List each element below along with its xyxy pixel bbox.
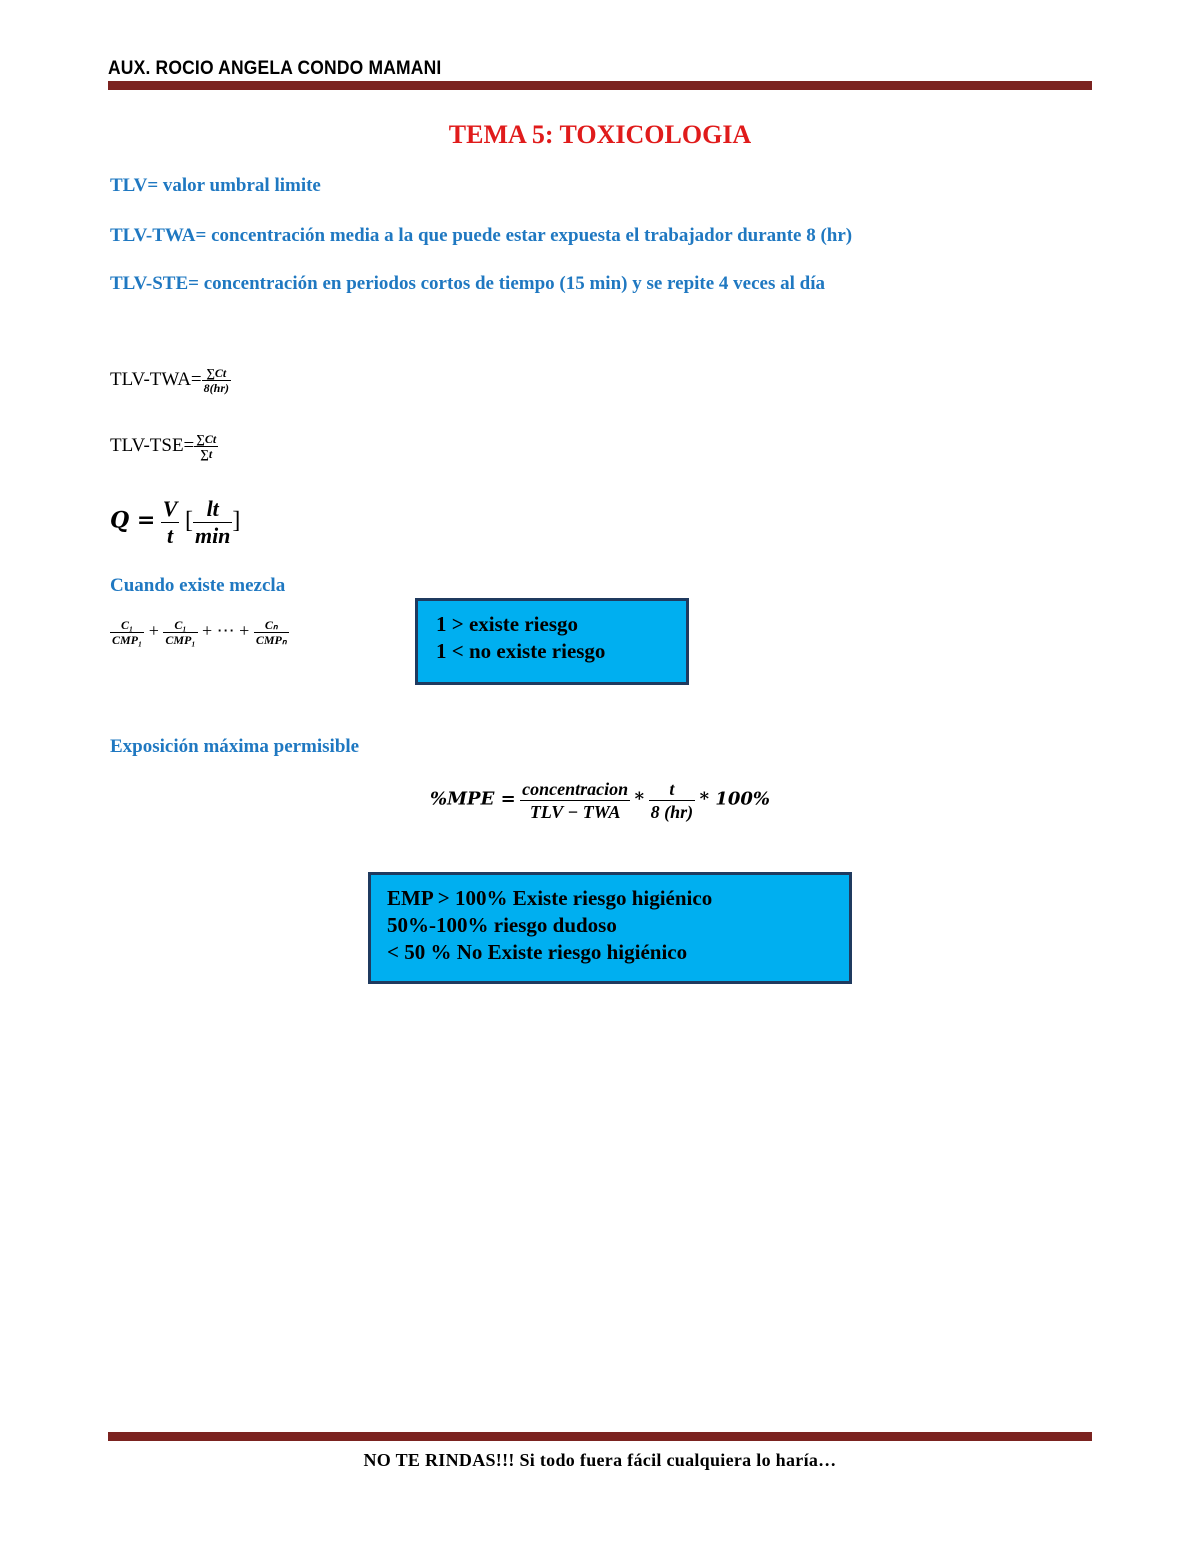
numerator: V	[162, 496, 178, 521]
risk-line: 50%-100% riesgo dudoso	[387, 913, 617, 937]
risk-line: < 50 % No Existe riesgo higiénico	[387, 940, 688, 964]
risk-line: 1 > existe riesgo	[436, 612, 579, 636]
numerator: ∑Ct	[202, 366, 231, 381]
denominator: CMP₁	[165, 633, 196, 647]
mixture-heading: Cuando existe mezcla	[110, 575, 286, 596]
mpe-risk-box	[368, 872, 852, 984]
numerator: t	[649, 778, 696, 801]
denominator: 8 (hr)	[650, 802, 694, 822]
denominator: 8(hr)	[203, 381, 229, 395]
plus-sign: +	[148, 620, 159, 641]
numerator: C₁	[163, 618, 197, 633]
formula-flow-rate	[110, 496, 240, 549]
denominator: ∑t	[200, 447, 213, 461]
denominator: TLV − TWA	[529, 802, 621, 822]
denominator: CMP₁	[112, 633, 143, 647]
numerator: Cₙ	[254, 618, 289, 633]
fraction	[520, 778, 630, 823]
formula-lhs: Q =	[110, 507, 156, 534]
header-author: AUX. ROCIO ANGELA CONDO MAMANI	[108, 58, 442, 79]
fraction	[202, 366, 231, 395]
fraction	[110, 618, 144, 647]
formula-mixture	[110, 618, 289, 647]
formula-tlv-tse	[110, 432, 218, 461]
formula-mpe	[0, 778, 1200, 823]
mixture-risk-box	[415, 598, 689, 685]
fraction	[161, 496, 180, 549]
formula-tail: * 100%	[699, 788, 770, 810]
footer-motto: NO TE RINDAS!!! Si todo fuera fácil cualquiera lo haría…	[363, 1450, 837, 1470]
ellipsis-sum: + ⋯ +	[202, 620, 250, 641]
page-title: TEMA 5: TOXICOLOGIA	[448, 120, 752, 149]
numerator: concentracion	[522, 779, 629, 799]
footer-rule	[108, 1432, 1092, 1441]
risk-line: EMP > 100% Existe riesgo higiénico	[387, 886, 713, 910]
fraction	[649, 778, 696, 823]
fraction	[254, 618, 289, 647]
numerator: C₁	[110, 618, 144, 633]
denominator: min	[194, 523, 231, 548]
definition-tlv-ste: TLV-STE= concentración en periodos cortos de tiempo (15 min) y se repite 4 veces al día	[110, 273, 825, 294]
denominator: t	[167, 523, 174, 548]
mpe-heading: Exposición máxima permisible	[110, 736, 360, 757]
numerator: ∑Ct	[196, 432, 217, 446]
fraction	[163, 618, 197, 647]
risk-line: 1 < no existe riesgo	[436, 639, 606, 663]
definition-tlv: TLV= valor umbral limite	[110, 175, 321, 196]
multiply-sign: *	[634, 788, 645, 810]
denominator: CMPₙ	[255, 633, 287, 647]
bracket-open: [	[184, 507, 193, 534]
bracket-close: ]	[232, 507, 241, 534]
formula-label: TLV-TWA=	[110, 368, 202, 390]
formula-lhs: %MPE =	[430, 788, 516, 810]
fraction	[193, 496, 232, 549]
numerator: lt	[193, 496, 232, 523]
formula-tlv-twa	[110, 366, 231, 395]
definition-tlv-twa: TLV-TWA= concentración media a la que puede estar expuesta el trabajador durante 8 (hr)	[110, 225, 853, 246]
header-rule	[108, 81, 1092, 90]
fraction	[194, 432, 218, 461]
formula-label: TLV-TSE=	[110, 434, 195, 456]
